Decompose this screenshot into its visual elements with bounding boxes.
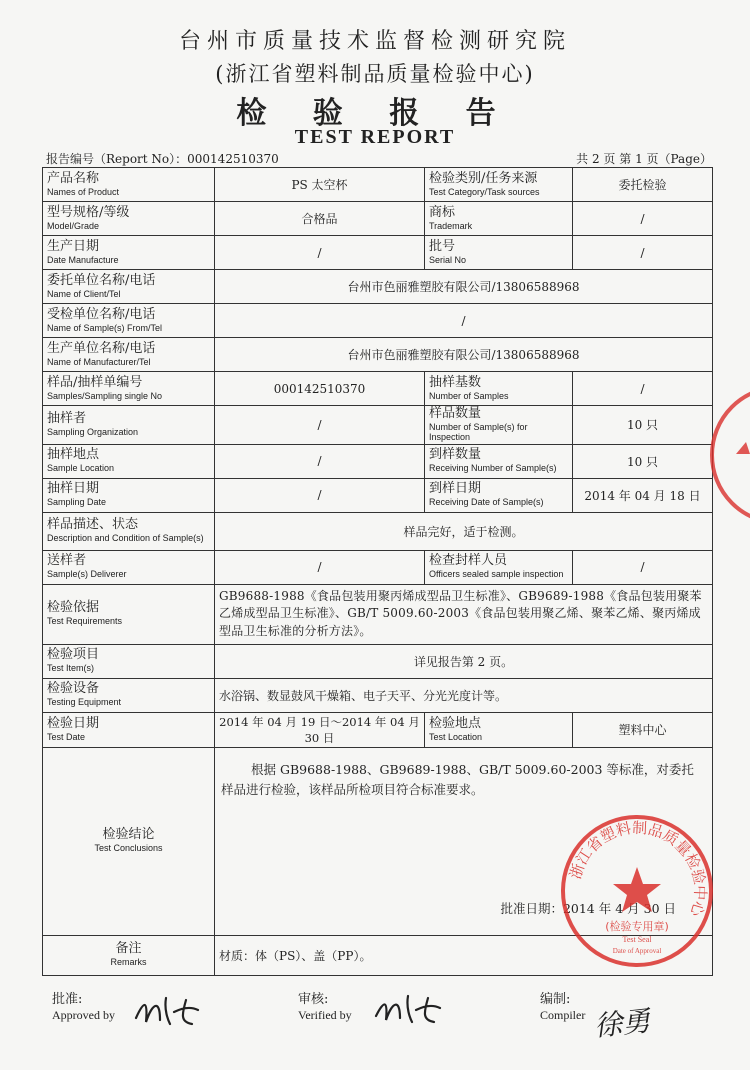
- label-manufacturer: 生产单位名称/电话 Name of Manufacturer/Tel: [43, 338, 215, 372]
- table-row: [43, 644, 713, 678]
- label-date-manufacture: 生产日期 Date Manufacture: [43, 236, 215, 270]
- value-manufacturer: 台州市色丽雅塑胶有限公司/13806588968: [215, 338, 713, 372]
- seal-date-text: Date of Approval: [612, 947, 662, 955]
- table-row: [43, 512, 713, 550]
- report-title-en: TEST REPORT: [294, 126, 456, 148]
- label-inspect-qty: 样品数量 Number of Sample(s) for Inspection: [425, 406, 573, 445]
- page-indicator: 共 2 页 第 1 页（Page）: [576, 152, 712, 166]
- table-row: [43, 304, 713, 338]
- label-items: 检验项目 Test Item(s): [43, 644, 215, 678]
- label-serial: 批号 Serial No: [425, 236, 573, 270]
- label-sampling-date: 抽样日期 Sampling Date: [43, 478, 215, 512]
- table-row: [43, 270, 713, 304]
- value-category: 委托检验: [573, 168, 713, 202]
- table-row: [43, 202, 713, 236]
- approval-date: 批准日期：2014 年 4 月 30 日: [500, 900, 676, 916]
- value-recv-qty: 10 只: [573, 444, 713, 478]
- label-client: 委托单位名称/电话 Name of Client/Tel: [43, 270, 215, 304]
- value-test-location: 塑料中心: [573, 712, 713, 747]
- value-sample-no: 000142510370: [215, 372, 425, 406]
- label-num-samples: 抽样基数 Number of Samples: [425, 372, 573, 406]
- value-serial: /: [573, 236, 713, 270]
- label-deliverer: 送样者 Sample(s) Deliverer: [43, 550, 215, 584]
- table-row: [43, 406, 713, 445]
- value-date-manufacture: /: [215, 236, 425, 270]
- table-row: [43, 678, 713, 712]
- table-row: [43, 712, 713, 747]
- label-category: 检验类别/任务来源 Test Category/Task sources: [425, 168, 573, 202]
- table-row: [43, 236, 713, 270]
- value-equipment: 水浴锅、数显鼓风干燥箱、电子天平、分光光度计等。: [215, 678, 713, 712]
- seal-en-text: Test Seal: [622, 935, 652, 944]
- value-description: 样品完好，适于检测。: [215, 512, 713, 550]
- value-num-samples: /: [573, 372, 713, 406]
- table-row: [43, 550, 713, 584]
- label-test-date: 检验日期 Test Date: [43, 712, 215, 747]
- report-title-zh: 检 验 报 告: [236, 96, 514, 131]
- approved-by: 批准: Approved by: [52, 992, 115, 1023]
- label-recv-qty: 到样数量 Receiving Number of Sample(s): [425, 444, 573, 478]
- table-row: [43, 478, 713, 512]
- label-requirements: 检验依据 Test Requirements: [43, 584, 215, 644]
- compiler-signature: 徐勇: [592, 1004, 652, 1043]
- label-location: 抽样地点 Sample Location: [43, 444, 215, 478]
- value-sampler: /: [215, 406, 425, 445]
- label-sample-from: 受检单位名称/电话 Name of Sample(s) From/Tel: [43, 304, 215, 338]
- label-remarks: 备注 Remarks: [43, 935, 215, 975]
- label-equipment: 检验设备 Testing Equipment: [43, 678, 215, 712]
- table-row: [43, 338, 713, 372]
- value-items: 详见报告第 2 页。: [215, 644, 713, 678]
- label-test-location: 检验地点 Test Location: [425, 712, 573, 747]
- seal-center-text: (检验专用章): [605, 920, 669, 933]
- value-sealer: /: [573, 550, 713, 584]
- label-product: 产品名称 Names of Product: [43, 168, 215, 202]
- verifier-signature: [370, 990, 450, 1032]
- official-seal: [558, 812, 716, 970]
- label-sample-no: 样品/抽样单编号 Samples/Sampling single No: [43, 372, 215, 406]
- institute-name: 台州市质量技术监督检测研究院: [178, 29, 571, 54]
- conclusion-text: 根据 GB9688-1988、GB9689-1988、GB/T 5009.60-2003 等标准，对委托样品进行检验，该样品所检项目符合标准要求。: [221, 761, 694, 797]
- label-sealer: 检查封样人员 Officers sealed sample inspection: [425, 550, 573, 584]
- value-recv-date: 2014 年 04 月 18 日: [573, 478, 713, 512]
- table-row: [43, 444, 713, 478]
- table-row: [43, 584, 713, 644]
- value-requirements: GB9688-1988《食品包装用聚丙烯成型品卫生标准》、GB9689-1988《食品包装用聚苯乙烯成型品卫生标准》、GB/T 5009.60-2003《食品包装用聚乙烯、聚苯乙烯、聚丙烯成型品卫生标准的分析方法》。: [215, 584, 713, 644]
- label-sampler: 抽样者 Sampling Organization: [43, 406, 215, 445]
- value-remarks: 材质：体（PS）、盖（PP）。: [215, 935, 713, 975]
- report-number: 报告编号（Report No）：000142510370: [46, 152, 279, 166]
- value-inspect-qty: 10 只: [573, 406, 713, 445]
- label-recv-date: 到样日期 Receiving Date of Sample(s): [425, 478, 573, 512]
- table-row: [43, 168, 713, 202]
- label-conclusion: 检验结论 Test Conclusions: [43, 747, 215, 935]
- value-location: /: [215, 444, 425, 478]
- value-client: 台州市色丽雅塑胶有限公司/13806588968: [215, 270, 713, 304]
- edge-seal: [706, 380, 750, 530]
- seal-ring-text: 浙江省塑料制品质量检验中心: [566, 818, 710, 919]
- approver-signature: [130, 990, 210, 1032]
- value-trademark: /: [573, 202, 713, 236]
- value-product: PS 太空杯: [215, 168, 425, 202]
- label-trademark: 商标 Trademark: [425, 202, 573, 236]
- center-name: (浙江省塑料制品质量检验中心): [215, 62, 535, 86]
- label-model: 型号规格/等级 Model/Grade: [43, 202, 215, 236]
- value-deliverer: /: [215, 550, 425, 584]
- value-model: 合格品: [215, 202, 425, 236]
- value-sampling-date: /: [215, 478, 425, 512]
- verified-by: 审核: Verified by: [298, 992, 352, 1023]
- compiler: 编制: Compiler: [540, 992, 586, 1023]
- value-sample-from: /: [215, 304, 713, 338]
- table-row: [43, 372, 713, 406]
- value-test-date: 2014 年 04 月 19 日～2014 年 04 月 30 日: [215, 712, 425, 747]
- label-description: 样品描述、状态 Description and Condition of Sample(s): [43, 512, 215, 550]
